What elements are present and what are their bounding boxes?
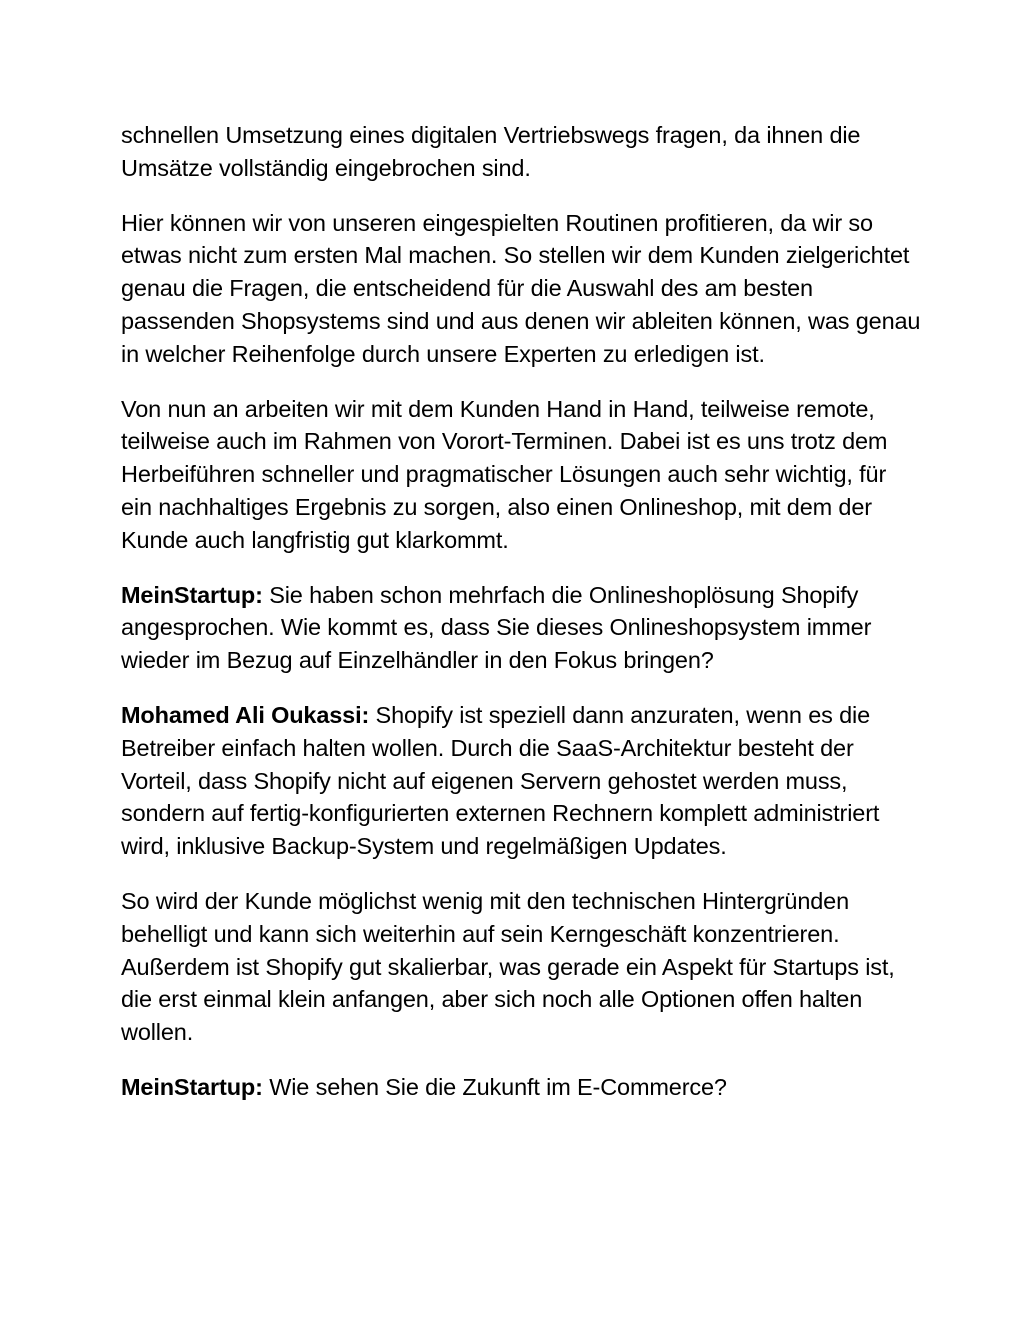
paragraph-text: Wie sehen Sie die Zukunft im E-Commerce? [262,1073,727,1100]
paragraph-1 [121,119,921,185]
paragraph-text: Hier können wir von unseren eingespielten Routinen profitieren, da wir so etwas nicht zum ersten Mal machen. So stellen wir dem Kunden zielgerichtet genau die Fragen, die entscheidend für die Auswahl des am besten passenden Shopsystems sind und aus denen wir ableiten können, was genau in welcher Reihenfolge durch unsere Experten zu erledigen ist. [121,209,921,367]
paragraph-text: Von nun an arbeiten wir mit dem Kunden Hand in Hand, teilweise remote, teilweise auch im Rahmen von Vorort-Terminen. Dabei ist es uns trotz dem Herbeiführen schneller und pragmatischer Lösungen auch sehr wichtig, für ein nachhaltiges Ergebnis zu sorgen, also einen Onlineshop, mit dem der Kunde auch langfristig gut klarkommt. [121,395,888,553]
paragraph-6 [121,885,921,1049]
question-shopify [121,579,921,677]
paragraph-3 [121,393,921,557]
paragraph-text: So wird der Kunde möglichst wenig mit den technischen Hintergründen behelligt und kann sich weiterhin auf sein Kerngeschäft konzentrieren. Außerdem ist Shopify gut skalierbar, was gerade ein Aspekt für Startups ist, die erst einmal klein anfangen, aber sich noch alle Optionen offen halten wollen. [121,887,895,1046]
document-page [121,119,921,1126]
answer-shopify [121,699,921,863]
paragraph-text: Sie haben schon mehrfach die Onlineshoplösung Shopify angesprochen. Wie kommt es, dass Sie dieses Onlineshopsystem immer wieder im Bezug auf Einzelhändler in den Fokus bringen? [121,581,872,674]
paragraph-text: schnellen Umsetzung eines digitalen Vertriebswegs fragen, da ihnen die Umsätze vollständig eingebrochen sind. [121,122,861,181]
speaker-label: Mohamed Ali Oukassi: [121,701,370,728]
speaker-label: MeinStartup: [121,1073,263,1100]
paragraph-text: Shopify ist speziell dann anzuraten, wenn es die Betreiber einfach halten wollen. Durch die SaaS-Architektur besteht der Vorteil, dass Shopify nicht auf eigenen Servern gehostet werden muss, sondern auf fertig-konfigurierten externen Rechnern komplett administriert wird, inklusive Backup-System und regelmäßigen Updates. [121,701,880,860]
paragraph-2 [121,207,921,371]
speaker-label: MeinStartup: [121,581,263,608]
question-future [121,1071,921,1104]
